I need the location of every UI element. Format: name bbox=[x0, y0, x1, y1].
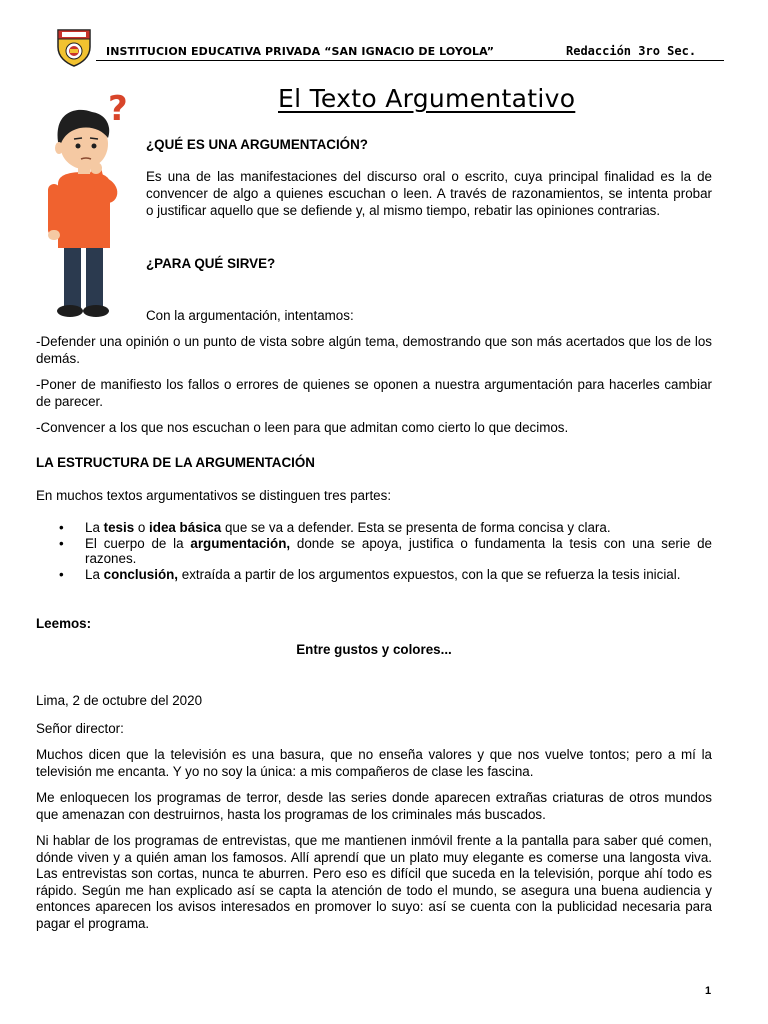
purpose-item: -Convencer a los que nos escuchan o leen para que admitan como cierto lo que decimos. bbox=[36, 420, 569, 435]
heading-what-is: ¿QUÉ ES UNA ARGUMENTACIÓN? bbox=[146, 137, 368, 152]
letter-paragraph: Me enloquecen los programas de terror, desde las series donde aparecen extrañas criaturas de otros mundos que amenazan con destruirnos, hasta los programas de los criminales más buscados. bbox=[36, 790, 712, 822]
structure-intro: En muchos textos argumentativos se distinguen tres partes: bbox=[36, 488, 392, 503]
reading-title: Entre gustos y colores... bbox=[296, 642, 452, 657]
purpose-item: -Defender una opinión o un punto de vista sobre algún tema, demostrando que son más acertados que los de los demás. bbox=[36, 334, 712, 366]
letter-paragraph: Ni hablar de los programas de entrevistas, que me mantienen inmóvil frente a la pantalla para saber qué comen, dónde viven y a quién aman los famosos. Allí aprendí que un plato muy elegante es comerse una langosta viva. Las entrevistas son cortas, nunca te aburren. Pero eso es difícil que suceda en la televisión, porque ahí todo es rápido. Según me han explicado así se capta la atención de todo el mundo, se asegura una buena audiencia y entonces aparecen los avisos interesados en promover lo suyo: así se cuenta con la publicidad necesaria para pagar el programa. bbox=[36, 833, 712, 931]
term-argumentation: argumentación, bbox=[190, 535, 291, 551]
list-item: • El cuerpo de la argumentación, donde se apoya, justifica o fundamenta la tesis con una serie de razones. bbox=[56, 536, 712, 567]
svg-text:?: ? bbox=[108, 92, 128, 129]
definition-line-3: o justificar aquello que se defiende y, al mismo tiempo, rebatir las opiniones contrarias. bbox=[146, 203, 661, 218]
list-item: • La conclusión, extraída a partir de los argumentos expuestos, con la que se refuerza la tesis inicial. bbox=[56, 567, 712, 583]
header-divider bbox=[96, 60, 724, 61]
heading-what-for: ¿PARA QUÉ SIRVE? bbox=[146, 256, 276, 271]
document-title: El Texto Argumentativo bbox=[278, 84, 576, 113]
list-item: • La tesis o idea básica que se va a defender. Esta se presenta de forma concisa y clara. bbox=[56, 520, 712, 536]
heading-structure: LA ESTRUCTURA DE LA ARGUMENTACIÓN bbox=[36, 455, 315, 470]
reading-label: Leemos: bbox=[36, 616, 92, 631]
purposes-intro: Con la argumentación, intentamos: bbox=[146, 308, 354, 323]
definition-line-2: convencer de algo a quienes escuchan o leen. A través de razonamientos, se intenta probar bbox=[146, 186, 712, 201]
term-conclusion: conclusión, bbox=[103, 567, 179, 583]
definition-line-1: Es una de las manifestaciones del discurso oral o escrito, cuya principal finalidad es la de bbox=[146, 169, 712, 184]
term-basic-idea: idea básica bbox=[149, 520, 222, 535]
page-number: 1 bbox=[705, 985, 712, 997]
course-label: Redacción 3ro Sec. bbox=[566, 44, 697, 58]
letter-date: Lima, 2 de octubre del 2020 bbox=[36, 693, 203, 708]
purpose-item: -Poner de manifiesto los fallos o errores de quienes se oponen a nuestra argumentación para hacerles cambiar de parecer. bbox=[36, 377, 712, 409]
thinking-boy-illustration bbox=[36, 92, 134, 324]
term-thesis: tesis bbox=[103, 520, 135, 535]
letter-paragraph: Muchos dicen que la televisión es una basura, que no enseña valores y que nos vuelve tontos; pero a mí la televisión me encanta. Y yo no soy la única: a mis compañeros de clase les fascina. bbox=[36, 747, 712, 779]
school-crest-icon bbox=[55, 27, 93, 67]
structure-parts-list bbox=[56, 520, 712, 583]
school-name: INSTITUCION EDUCATIVA PRIVADA “SAN IGNACIO DE LOYOLA” bbox=[106, 45, 495, 58]
letter-salutation: Señor director: bbox=[36, 721, 124, 736]
